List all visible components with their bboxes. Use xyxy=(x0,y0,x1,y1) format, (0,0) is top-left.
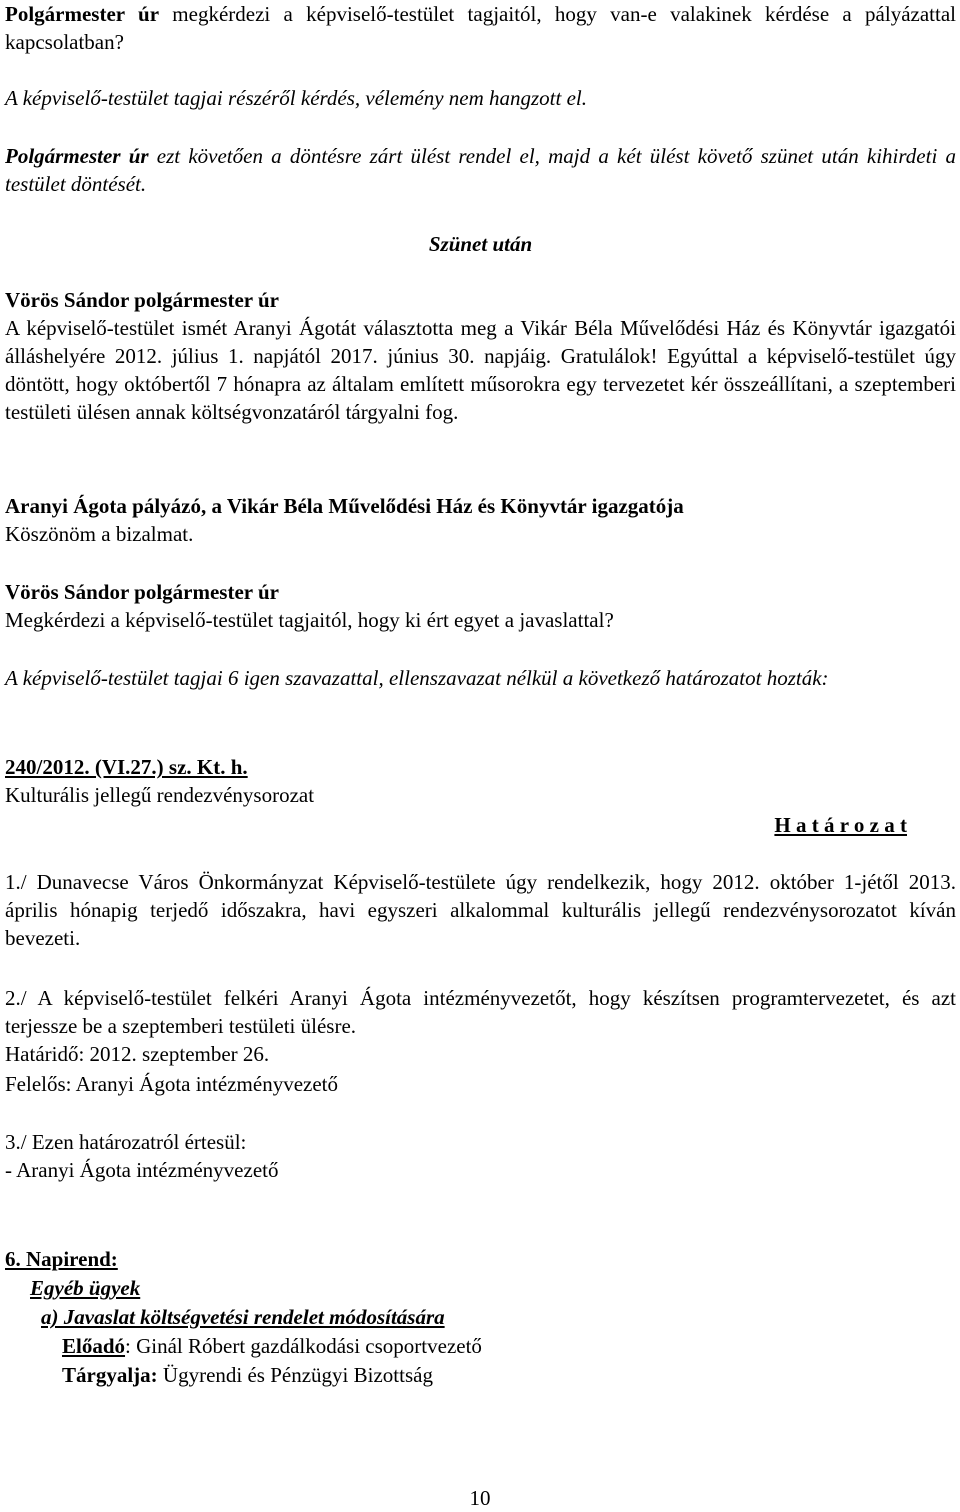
speech-text: Köszönöm a bizalmat. xyxy=(5,522,194,546)
presenter-value: : Ginál Róbert gazdálkodási csoportvezető xyxy=(125,1334,482,1358)
paragraph-text: ezt követően a döntésre zárt ülést rendel el, majd a két ülést követő szünet után kihirdeti a testület döntését. xyxy=(5,144,956,196)
paragraph-no-questions: A képviselő-testület tagjai részéről kérdés, vélemény nem hangzott el. xyxy=(5,86,588,110)
speaker-name: Vörös Sándor polgármester úr xyxy=(5,288,279,312)
resolution-deadline: Határidő: 2012. szeptember 26. xyxy=(5,1042,270,1066)
speech-block-mayor-2 xyxy=(5,578,956,634)
vote-result: A képviselő-testület tagjai 6 igen szavazattal, ellenszavazat nélkül a következő határozatot hozták: xyxy=(5,666,829,690)
speech-text: A képviselő-testület ismét Aranyi Ágotát választotta meg a Vikár Béla Művelődési Ház és Könyvtár igazgatói álláshelyére 2012. július 1. napjától 2017. június 30. napjáig. Gratulálok! Egyúttal a képviselő-testület úgy döntött, hogy októbertől 7 hónapra az általam említett műsorokra egy tervezetet kér összeállítani, a szeptemberi testületi ülésen annak költségvonzatáról tárgyalni fog. xyxy=(5,316,956,424)
resolution-number: 240/2012. (VI.27.) sz. Kt. h. xyxy=(5,755,248,779)
resolution-subject: Kulturális jellegű rendezvénysorozat xyxy=(5,783,315,807)
discussed-value: Ügyrendi és Pénzügyi Bizottság xyxy=(157,1363,433,1387)
paragraph-closed-session xyxy=(5,142,956,198)
paragraph-text: megkérdezi a képviselő-testület tagjaitól, hogy van-e valakinek kérdése a pályázattal kapcsolatban? xyxy=(5,2,956,54)
agenda-topic: Egyéb ügyek xyxy=(30,1276,141,1300)
presenter-label: Előadó xyxy=(62,1334,126,1358)
resolution-item-2: 2./ A képviselő-testület felkéri Aranyi Ágota intézményvezetőt, hogy készítsen programtervezetet, és azt terjessze be a szeptemberi testületi ülésre. xyxy=(5,986,956,1038)
speech-block-applicant xyxy=(5,492,956,548)
resolution-heading: H a t á r o z a t xyxy=(774,813,907,837)
paragraph-mayor-question xyxy=(5,0,956,56)
break-heading: Szünet után xyxy=(428,232,533,256)
page-number: 10 xyxy=(469,1486,491,1510)
speech-block-mayor xyxy=(5,286,956,426)
speaker-mayor: Polgármester úr xyxy=(5,2,160,26)
resolution-responsible: Felelős: Aranyi Ágota intézményvezető xyxy=(5,1072,338,1096)
resolution-item-1: 1./ Dunavecse Város Önkormányzat Képviselő-testülete úgy rendelkezik, hogy 2012. október 1-jétől 2013. április hónapig terjedő időszakra, havi egyszeri alkalommal kulturális jellegű rendezvénysorozatot kíván bevezeti. xyxy=(5,870,956,950)
resolution-recipient: - Aranyi Ágota intézményvezető xyxy=(5,1158,279,1182)
resolution-item-3: 3./ Ezen határozatról értesül: xyxy=(5,1130,247,1154)
agenda-item-label: 6. Napirend: xyxy=(5,1247,118,1271)
agenda-presenter xyxy=(5,1332,956,1360)
speech-text: Megkérdezi a képviselő-testület tagjaitól, hogy ki ért egyet a javaslattal? xyxy=(5,608,614,632)
speaker-name: Vörös Sándor polgármester úr xyxy=(5,580,279,604)
speaker-mayor: Polgármester úr xyxy=(5,144,149,168)
speaker-name: Aranyi Ágota pályázó, a Vikár Béla Művelődési Ház és Könyvtár igazgatója xyxy=(5,494,684,518)
agenda-sub-item: a) Javaslat költségvetési rendelet módosítására xyxy=(41,1305,445,1329)
discussed-label: Tárgyalja: xyxy=(62,1363,158,1387)
agenda-discussed-by xyxy=(5,1361,956,1389)
